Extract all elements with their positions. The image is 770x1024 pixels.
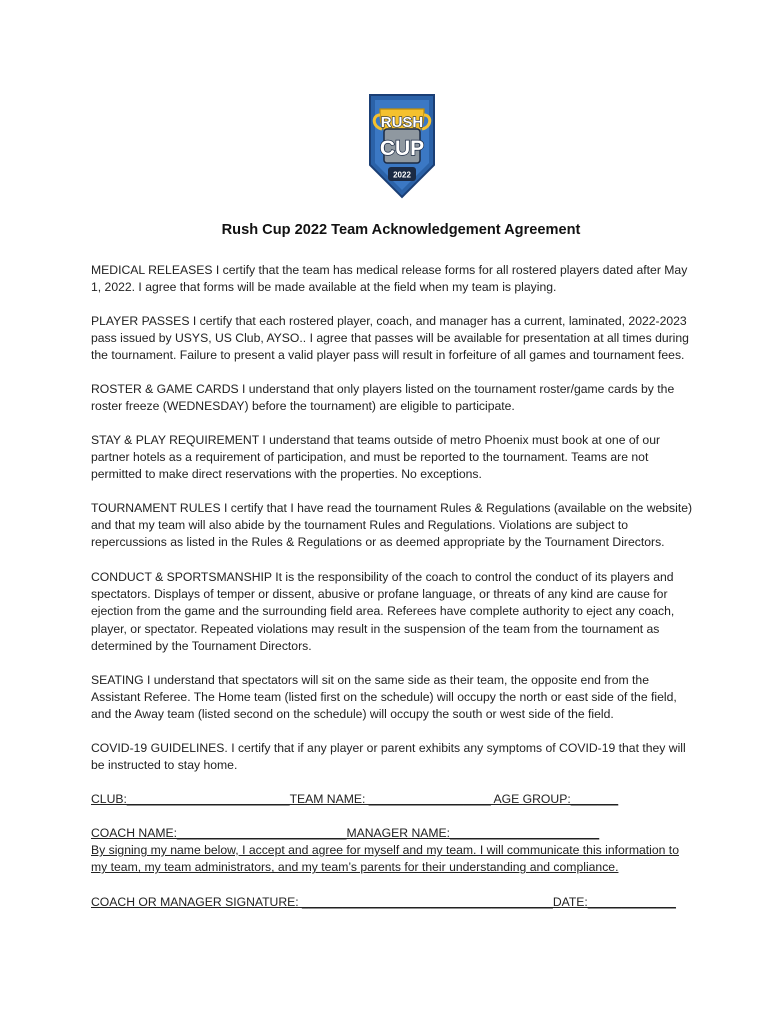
logo-text-rush: RUSH xyxy=(380,114,424,131)
text-line: roster freeze (WEDNESDAY) before the tournament) are eligible to participate. xyxy=(91,399,515,414)
text-line: CONDUCT & SPORTSMANSHIP It is the responsibility of the coach to control the conduct of its players and xyxy=(91,570,674,584)
section-medical-releases xyxy=(91,262,716,296)
text-line: and that my team will also abide by the tournament Rules and Regulations. Violations are subject to xyxy=(91,518,629,533)
text-line: ROSTER & GAME CARDS I understand that only players listed on the tournament roster/game cards by the xyxy=(91,382,675,396)
text-line: SEATING I understand that spectators will sit on the same side as their team, the opposite end from the xyxy=(91,673,649,687)
logo-badge-text: 2022 xyxy=(393,170,411,180)
coach-manager-name-field[interactable]: COACH NAME:_________________________MANAGER NAME:______________________ xyxy=(91,826,600,840)
text-line: permitted to make direct reservations with the properties. No exceptions. xyxy=(91,467,482,482)
section-roster-game-cards xyxy=(91,381,716,415)
section-covid-guidelines xyxy=(91,740,716,774)
page-title: Rush Cup 2022 Team Acknowledgement Agreement xyxy=(221,222,581,238)
text-line: my team, my team administrators, and my team’s parents for their understanding and compliance. xyxy=(91,860,619,875)
signature-date-field[interactable]: COACH OR MANAGER SIGNATURE: _____________________________________DATE:_____________ xyxy=(91,895,676,909)
section-conduct-sportsmanship xyxy=(91,569,716,655)
text-line: partner hotels as a requirement of participation, and must be reported to the tournament. Teams are not xyxy=(91,450,649,465)
acknowledgement-statement xyxy=(91,842,721,877)
text-line: be instructed to stay home. xyxy=(91,758,238,773)
text-line: PLAYER PASSES I certify that each rostered player, coach, and manager has a current, laminated, 2022-2023 xyxy=(91,314,687,328)
text-line: STAY & PLAY REQUIREMENT I understand that teams outside of metro Phoenix must book at one of our xyxy=(91,433,661,447)
text-line: 1, 2022. I agree that forms will be made available at the field when my team is playing. xyxy=(91,280,557,295)
text-line: repercussions as listed in the Rules & Regulations or as deemed appropriate by the Tournament Directors. xyxy=(91,535,665,550)
text-line: TOURNAMENT RULES I certify that I have read the tournament Rules & Regulations (available on the website) xyxy=(91,501,693,515)
text-line: determined by the Tournament Directors. xyxy=(91,638,312,653)
text-line: player, or spectator. Repeated violations may result in the suspension of the team from the tournament as xyxy=(91,621,660,636)
text-line: the tournament. Failure to present a valid player pass will result in forfeiture of all games and tournament fees. xyxy=(91,348,685,363)
text-line: pass issued by USYS, US Club, AYSO.. I agree that passes will be available for presentation at all times during xyxy=(91,331,689,346)
section-seating xyxy=(91,672,716,724)
section-tournament-rules xyxy=(91,500,716,552)
section-player-passes xyxy=(91,313,716,365)
text-line: By signing my name below, I accept and agree for myself and my team. I will communicate this information to xyxy=(91,843,679,857)
text-line: ejection from the game and the surrounding field area. Referees have complete authority to eject any coach, xyxy=(91,604,675,619)
text-line: MEDICAL RELEASES I certify that the team has medical release forms for all rostered players dated after May xyxy=(91,263,688,277)
club-team-age-group-field[interactable]: CLUB:________________________TEAM NAME: __________________ AGE GROUP:_______ xyxy=(91,792,619,806)
logo-text-cup: CUP xyxy=(379,137,425,160)
text-line: and the Away team (listed second on the schedule) will occupy the south or west side of the field. xyxy=(91,707,614,722)
rush-cup-logo xyxy=(366,93,438,199)
text-line: spectators. Displays of temper or dissent, abusive or profane language, or threats of any kind are cause for xyxy=(91,587,668,602)
text-line: COVID-19 GUIDELINES. I certify that if any player or parent exhibits any symptoms of COVID-19 that they will xyxy=(91,741,686,755)
section-stay-and-play xyxy=(91,432,716,484)
text-line: Assistant Referee. The Home team (listed first on the schedule) will occupy the north or east side of the field, xyxy=(91,690,677,705)
